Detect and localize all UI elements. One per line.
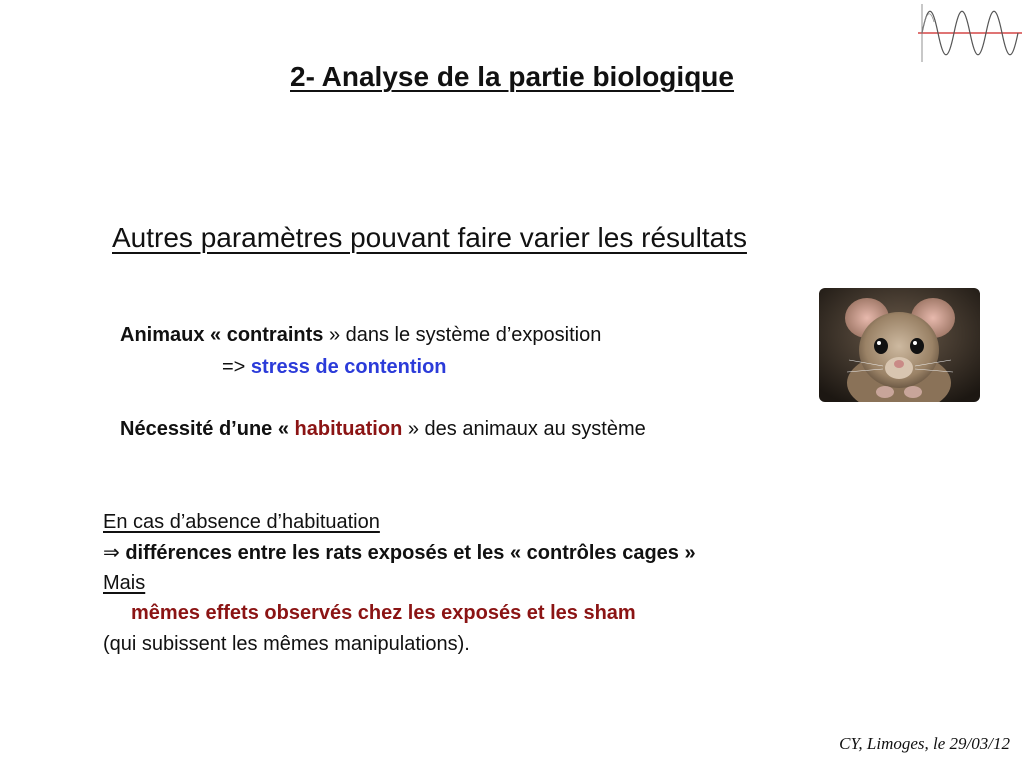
mouse-photo-icon [819,288,980,402]
restraint-stress-emphasis: stress de contention [250,356,447,378]
slide-title: 2- Analyse de la partie biologique [290,61,734,92]
but-line: Mais [103,572,146,594]
habituation-necessity-bold: Nécessité d’une « [120,418,295,440]
sine-wave-logo-icon [918,2,1022,64]
footer-date: CY, Limoges, le 29/03/12 [839,734,1010,753]
habituation-emphasis: habituation [294,418,403,440]
implies-arrow: ⇒ [103,542,126,564]
differences-bold: différences entre les rats exposés et les « contrôles cages » [125,542,696,564]
arrow-prefix: => [222,356,251,378]
restrained-animals-line [120,323,601,347]
restrained-animals-rest: » dans le système d’exposition [323,324,602,346]
differences-line [103,541,696,565]
sham-explanation-line: (qui subissent les mêmes manipulations). [103,633,470,655]
restrained-animals-bold: Animaux « contraints [120,324,324,346]
restraint-stress-line [222,355,447,379]
slide-subtitle: Autres paramètres pouvant faire varier les résultats [112,222,747,253]
habituation-rest: » des animaux au système [402,418,646,440]
same-effects-line: mêmes effets observés chez les exposés et les sham [131,602,636,624]
absence-habituation-line: En cas d’absence d’habituation [103,511,380,533]
habituation-necessity-line [120,417,646,441]
